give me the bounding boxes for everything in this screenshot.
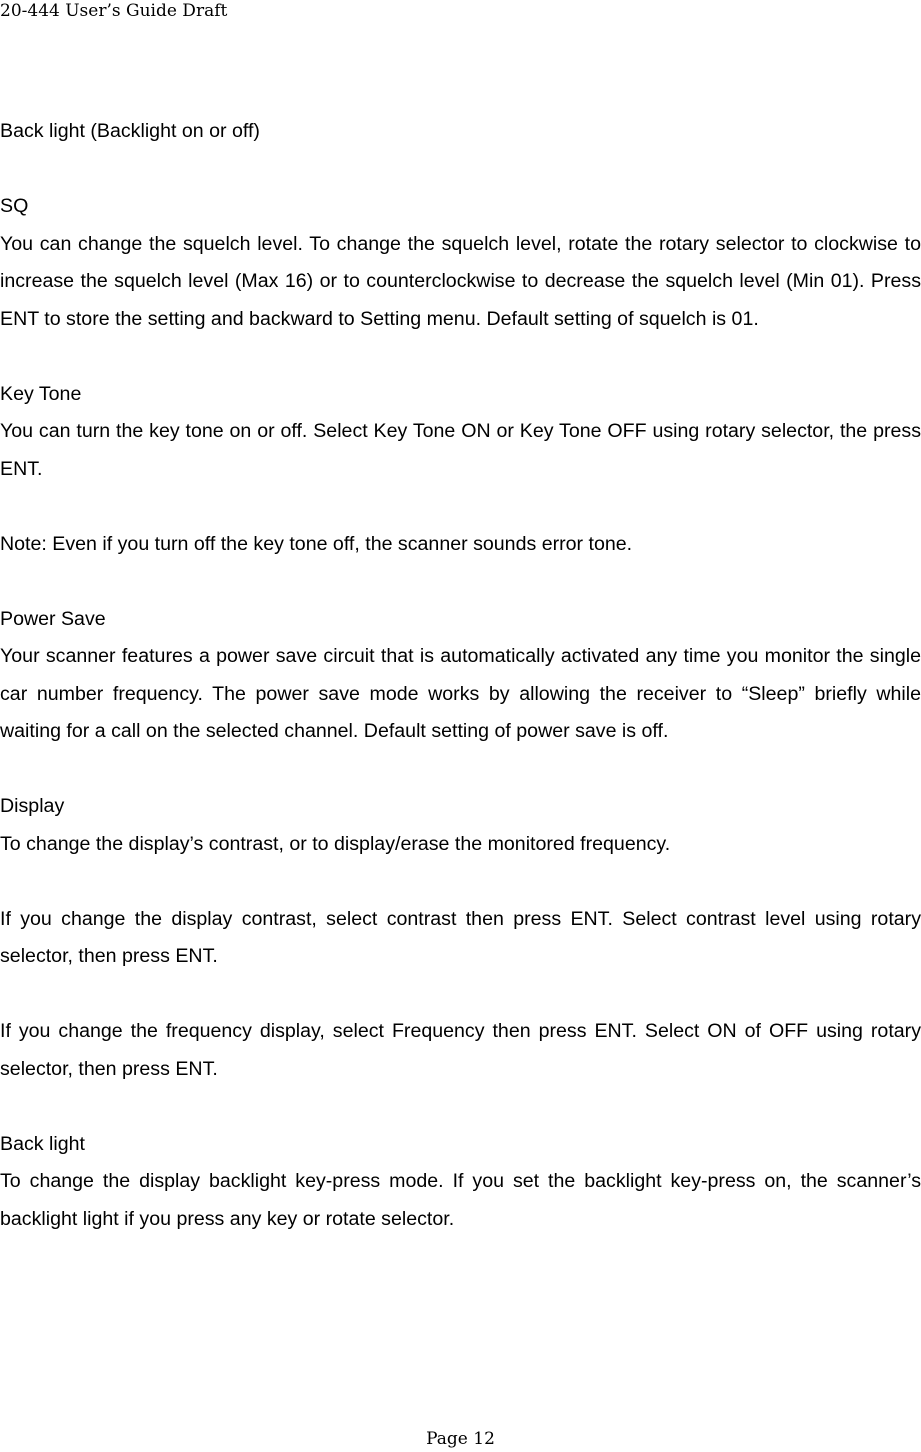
spacer <box>0 751 921 789</box>
section-title-sq: SQ <box>0 195 29 217</box>
document-header: 20-444 User’s Guide Draft <box>0 1 228 21</box>
spacer <box>0 151 921 189</box>
spacer <box>0 488 921 526</box>
spacer <box>0 1088 921 1126</box>
document-body <box>0 113 921 1238</box>
spacer <box>0 863 921 901</box>
paragraph-display: To change the display’s contrast, or to display/erase the monitored frequency. <box>0 832 671 855</box>
section-heading-backlight-on-off: Back light (Backlight on or off) <box>0 120 260 142</box>
section-title-key-tone: Key Tone <box>0 382 82 405</box>
spacer <box>0 563 921 601</box>
page-number: Page 12 <box>426 1429 495 1449</box>
section-title-back-light: Back light <box>0 1132 85 1155</box>
paragraph-key-tone-note: Note: Even if you turn off the key tone off, the scanner sounds error tone. <box>0 532 633 555</box>
paragraph-sq: You can change the squelch level. To change the squelch level, rotate the rotary selector to clockwise to increase the squelch level (Max 16) or to counterclockwise to decrease the squelch level (Min 01). Press ENT to store the setting and backward to Setting menu. Default setting of squelch is 01. <box>0 232 921 330</box>
paragraph-display-frequency: If you change the frequency display, select Frequency then press ENT. Select ON of OFF using rotary selector, then press ENT. <box>0 1020 921 1080</box>
section-title-power-save: Power Save <box>0 607 106 630</box>
section-title-display: Display <box>0 795 65 817</box>
paragraph-power-save: Your scanner features a power save circuit that is automatically activated any time you monitor the single car number frequency. The power save mode works by allowing the receiver to “Sleep” briefly while waiting for a call on the selected channel. Default setting of power save is off. <box>0 645 921 742</box>
paragraph-display-contrast: If you change the display contrast, select contrast then press ENT. Select contrast level using rotary selector, then press ENT. <box>0 907 921 967</box>
spacer <box>0 338 921 376</box>
paragraph-back-light: To change the display backlight key-press mode. If you set the backlight key-press on, the scanner’s backlight light if you press any key or rotate selector. <box>0 1170 921 1230</box>
spacer <box>0 976 921 1014</box>
paragraph-key-tone: You can turn the key tone on or off. Select Key Tone ON or Key Tone OFF using rotary selector, the press ENT. <box>0 420 921 480</box>
